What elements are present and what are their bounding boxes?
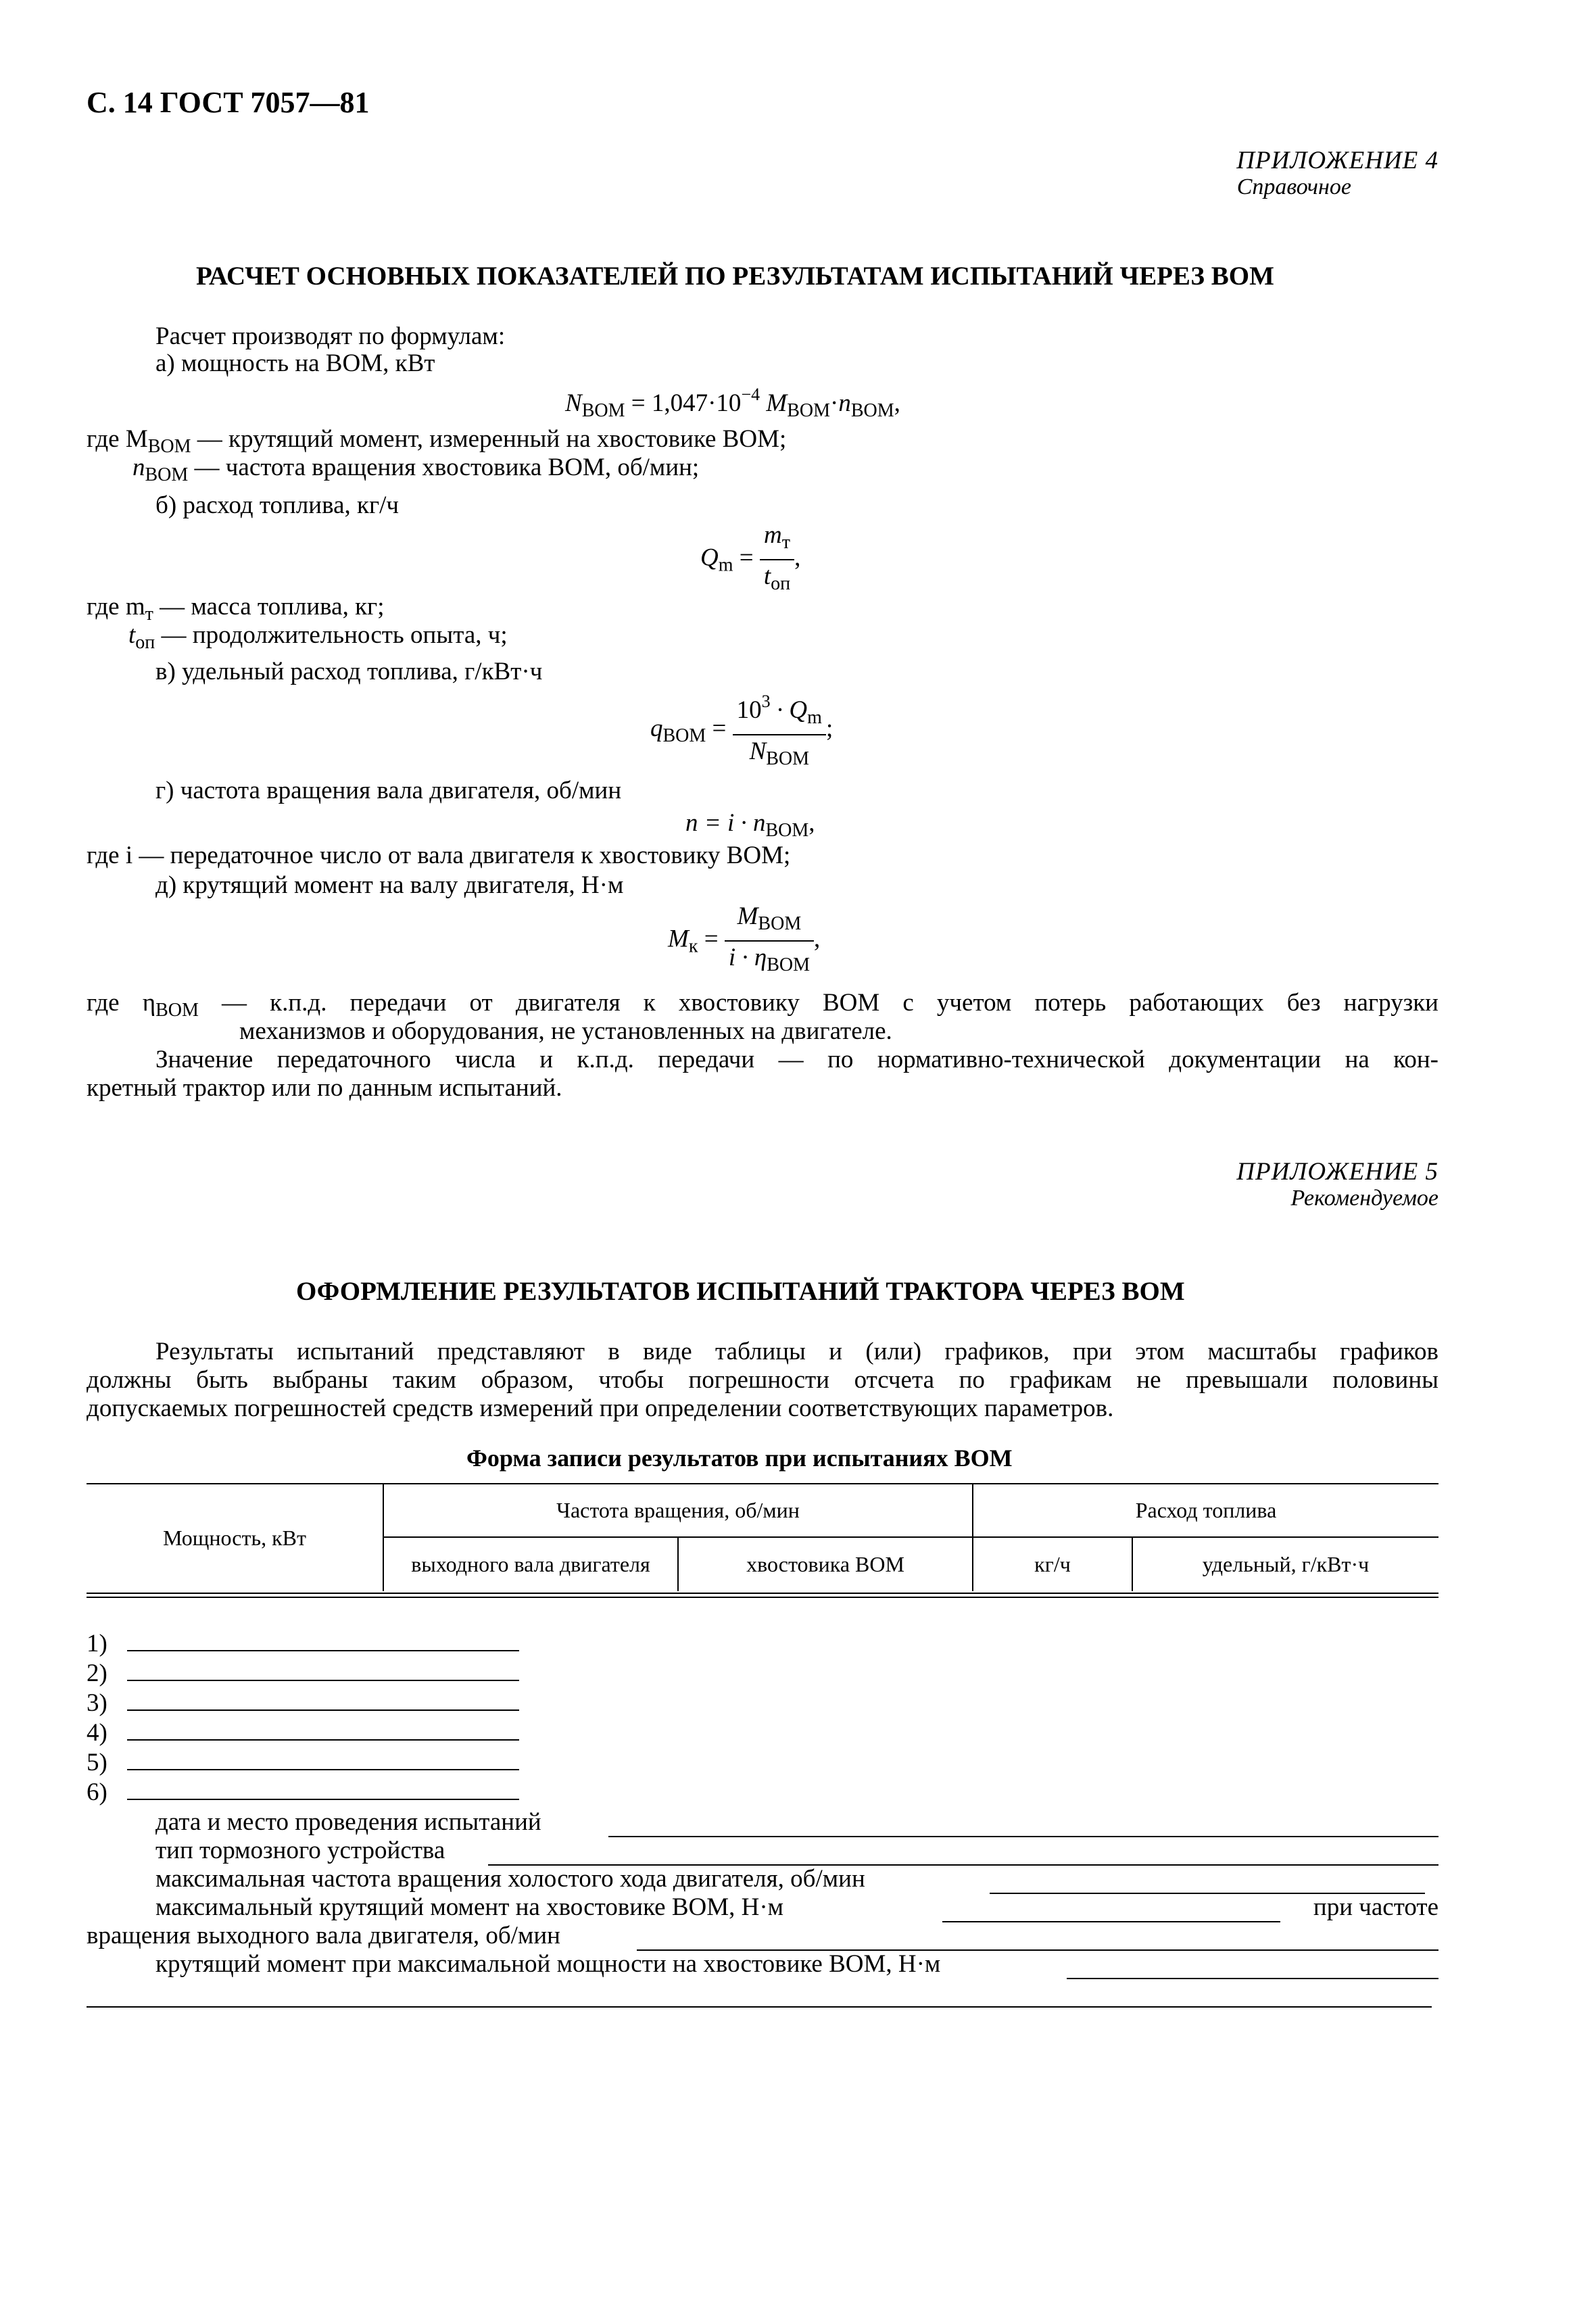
- formula-fuel-num: m: [764, 521, 782, 549]
- formula-specific-num-a: 10: [736, 696, 762, 724]
- appendix-4-status: Справочное: [1236, 174, 1351, 199]
- where-m-sub: ВОМ: [147, 436, 191, 457]
- appendix-5-status: Рекомендуемое: [1290, 1186, 1438, 1211]
- formula-fuel-num-sub: т: [781, 532, 791, 553]
- formula-power: [565, 380, 900, 426]
- formula-power-dot: ·: [829, 389, 839, 417]
- blank-field[interactable]: [127, 1689, 519, 1711]
- page-header: С. 14 ГОСТ 7057—81: [87, 86, 370, 119]
- blank-field[interactable]: [127, 1719, 519, 1741]
- where-mt-text: — масса топлива, кг;: [153, 593, 385, 621]
- blank-line-4: [87, 1718, 519, 1748]
- formula-fuel-eq: =: [733, 543, 760, 572]
- formula-fuel-den-sub: оп: [771, 573, 791, 594]
- blank-line-5: [87, 1748, 519, 1778]
- appendix-5-title: ОФОРМЛЕНИЕ РЕЗУЛЬТАТОВ ИСПЫТАНИЙ ТРАКТОРА ЧЕРЕЗ ВОМ: [296, 1277, 1185, 1306]
- where-n: [132, 453, 699, 490]
- where-n-text: — частота вращения хвостовика ВОМ, об/мин;: [188, 454, 700, 481]
- where-n-sym: n: [132, 454, 145, 481]
- formula-fuel-fraction: [760, 520, 794, 599]
- results-para-line-3: допускаемых погрешностей средств измерений при определении соответствующих параметров.: [87, 1394, 1114, 1422]
- formula-fuel: [700, 520, 800, 599]
- col-power-header: Мощность, кВт: [87, 1484, 383, 1591]
- date-place-label: дата и место проведения испытаний: [155, 1808, 541, 1836]
- where-ton: [128, 621, 508, 658]
- formula-power-exp: −4: [741, 385, 760, 404]
- formula-specific-num-exp: 3: [761, 692, 771, 711]
- freq-cont-label: вращения выходного вала двигателя, об/мин: [87, 1922, 560, 1949]
- blank-line-3: [87, 1689, 519, 1718]
- where-i: [87, 841, 790, 871]
- item-v: в) удельный расход топлива, г/кВт·ч: [155, 658, 543, 685]
- torque-max-power-label: крутящий момент при максимальной мощности на хвостовике ВОМ, Н·м: [155, 1950, 941, 1978]
- where-i-sym: где i: [87, 842, 133, 869]
- formula-power-n-sub: ВОМ: [850, 400, 894, 421]
- formula-specific-num-sub: m: [807, 707, 822, 728]
- formula-engine-speed-tail: ,: [808, 809, 815, 837]
- formula-engine-torque-fraction: [725, 902, 814, 980]
- item-g: г) частота вращения вала двигателя, об/мин: [155, 777, 622, 804]
- formula-engine-speed-lhs: n: [685, 809, 698, 837]
- formula-engine-speed: [685, 808, 815, 846]
- formula-specific-den: N: [749, 737, 767, 765]
- where-eta-sub: ВОМ: [155, 1000, 199, 1021]
- formula-engine-torque-den: i · η: [728, 944, 767, 971]
- blank-line-number: 2): [87, 1659, 107, 1687]
- formula-engine-torque-num-sub: ВОМ: [758, 913, 802, 934]
- where-i-text: — передаточное число от вала двигателя к хвостовику ВОМ;: [132, 842, 791, 869]
- where-mt-sym: где m: [87, 593, 145, 621]
- group-fuel-header: Расход топлива: [973, 1484, 1438, 1537]
- formula-engine-torque-lhs-sub: к: [688, 936, 698, 957]
- table-caption: Форма записи результатов при испытаниях ВОМ: [466, 1445, 1013, 1472]
- formula-specific: [650, 687, 833, 774]
- item-a: а) мощность на ВОМ, кВт: [155, 349, 435, 377]
- appendix-4-label: ПРИЛОЖЕНИЕ 4: [1236, 147, 1438, 174]
- blank-line-number: 5): [87, 1749, 107, 1776]
- blank-field[interactable]: [127, 1630, 519, 1651]
- formula-specific-eq: =: [706, 714, 733, 742]
- item-b: б) расход топлива, кг/ч: [155, 491, 400, 519]
- formula-specific-den-sub: ВОМ: [766, 748, 810, 769]
- formula-power-coef: = 1,047·10: [625, 389, 742, 417]
- formula-engine-torque: [668, 902, 820, 980]
- at-freq-label: при частоте: [1313, 1893, 1438, 1921]
- formula-engine-speed-sub: ВОМ: [765, 820, 809, 841]
- blank-line-number: 4): [87, 1719, 107, 1747]
- table-bottom-rule-1: [87, 1593, 1438, 1594]
- note-line-1: Значение передаточного числа и к.п.д. передачи — по нормативно-технической документации на кон-: [155, 1046, 1438, 1073]
- table-bottom-rule-2: [87, 1597, 1438, 1598]
- formula-engine-torque-den-sub: ВОМ: [767, 954, 810, 975]
- formula-engine-torque-lhs: M: [668, 925, 689, 953]
- results-para-line-1: Результаты испытаний представляют в виде таблицы и (или) графиков, при этом масштабы графиков: [155, 1338, 1438, 1365]
- where-mt-sub: т: [145, 604, 153, 625]
- item-d: д) крутящий момент на валу двигателя, Н·м: [155, 871, 624, 899]
- results-table: [87, 1484, 1438, 1591]
- max-torque-label: максимальный крутящий момент на хвостовике ВОМ, Н·м: [155, 1893, 784, 1921]
- formula-specific-fraction: [733, 687, 826, 774]
- where-n-sub: ВОМ: [145, 464, 189, 485]
- blank-line-number: 6): [87, 1778, 107, 1806]
- formula-engine-torque-tail: ,: [814, 925, 821, 953]
- results-para-line-2: должны быть выбраны таким образом, чтобы погрешности отсчета по графикам не превышали половины: [87, 1366, 1438, 1394]
- brake-type-label: тип тормозного устройства: [155, 1837, 445, 1864]
- formula-power-lhs: N: [565, 389, 582, 417]
- sub-specific-header: удельный, г/кВт·ч: [1202, 1552, 1370, 1576]
- max-torque-field[interactable]: [942, 1921, 1280, 1922]
- where-eta-sym: где η: [87, 989, 156, 1017]
- blank-line-1: [87, 1629, 519, 1659]
- blank-line-6: [87, 1778, 519, 1807]
- formula-specific-lhs-sub: ВОМ: [662, 725, 706, 746]
- appendix-4-title: РАСЧЕТ ОСНОВНЫХ ПОКАЗАТЕЛЕЙ ПО РЕЗУЛЬТАТАМ ИСПЫТАНИЙ ЧЕРЕЗ ВОМ: [196, 262, 1274, 291]
- final-blank-line[interactable]: [87, 2006, 1432, 2008]
- where-ton-sub: оп: [135, 632, 155, 653]
- formula-power-lhs-sub: ВОМ: [581, 400, 625, 421]
- formula-specific-lhs: q: [650, 714, 663, 742]
- formula-power-m: M: [760, 389, 788, 417]
- blank-field[interactable]: [127, 1749, 519, 1770]
- where-eta-cont: механизмов и оборудования, не установленных на двигателе.: [239, 1017, 892, 1045]
- formula-power-tail: ,: [894, 389, 900, 417]
- group-freq-header: Частота вращения, об/мин: [383, 1484, 973, 1537]
- formula-fuel-lhs: Q: [700, 543, 719, 572]
- sub-engine-header: выходного вала двигателя: [383, 1537, 678, 1591]
- formula-specific-tail: ;: [825, 714, 833, 742]
- sub-shank-header: хвостовика ВОМ: [678, 1537, 973, 1591]
- date-place-field[interactable]: [608, 1836, 1438, 1837]
- where-eta-text: — к.п.д. передачи от двигателя к хвостовику ВОМ с учетом потерь работающих без нагрузки: [198, 989, 1438, 1017]
- where-ton-text: — продолжительность опыта, ч;: [155, 621, 508, 649]
- appendix-5-label: ПРИЛОЖЕНИЕ 5: [1236, 1158, 1438, 1186]
- formula-power-m-sub: ВОМ: [787, 400, 830, 421]
- torque-max-power-field[interactable]: [1067, 1978, 1438, 1979]
- formula-power-n: n: [838, 389, 851, 417]
- blank-line-number: 1): [87, 1630, 107, 1657]
- where-m-sym: где M: [87, 425, 148, 453]
- formula-specific-num-b: · Q: [770, 696, 808, 724]
- intro-text: Расчет производят по формулам:: [155, 322, 506, 350]
- formula-fuel-tail: ,: [794, 543, 801, 572]
- blank-field[interactable]: [127, 1778, 519, 1800]
- formula-fuel-den: t: [763, 562, 771, 590]
- note-line-2: кретный трактор или по данным испытаний.: [87, 1074, 562, 1102]
- blank-line-2: [87, 1659, 519, 1689]
- blank-line-number: 3): [87, 1689, 107, 1717]
- formula-engine-torque-eq: =: [698, 925, 725, 953]
- where-m-text: — крутящий момент, измеренный на хвостовике ВОМ;: [191, 425, 787, 453]
- formula-engine-speed-rhs: = i · n: [698, 809, 766, 837]
- idle-speed-label: максимальная частота вращения холостого хода двигателя, об/мин: [155, 1865, 865, 1893]
- sub-kgh-header: кг/ч: [973, 1537, 1132, 1591]
- where-ton-sym: t: [128, 621, 136, 649]
- blank-field[interactable]: [127, 1659, 519, 1681]
- formula-engine-torque-num: M: [737, 902, 758, 930]
- formula-fuel-lhs-sub: m: [718, 554, 733, 576]
